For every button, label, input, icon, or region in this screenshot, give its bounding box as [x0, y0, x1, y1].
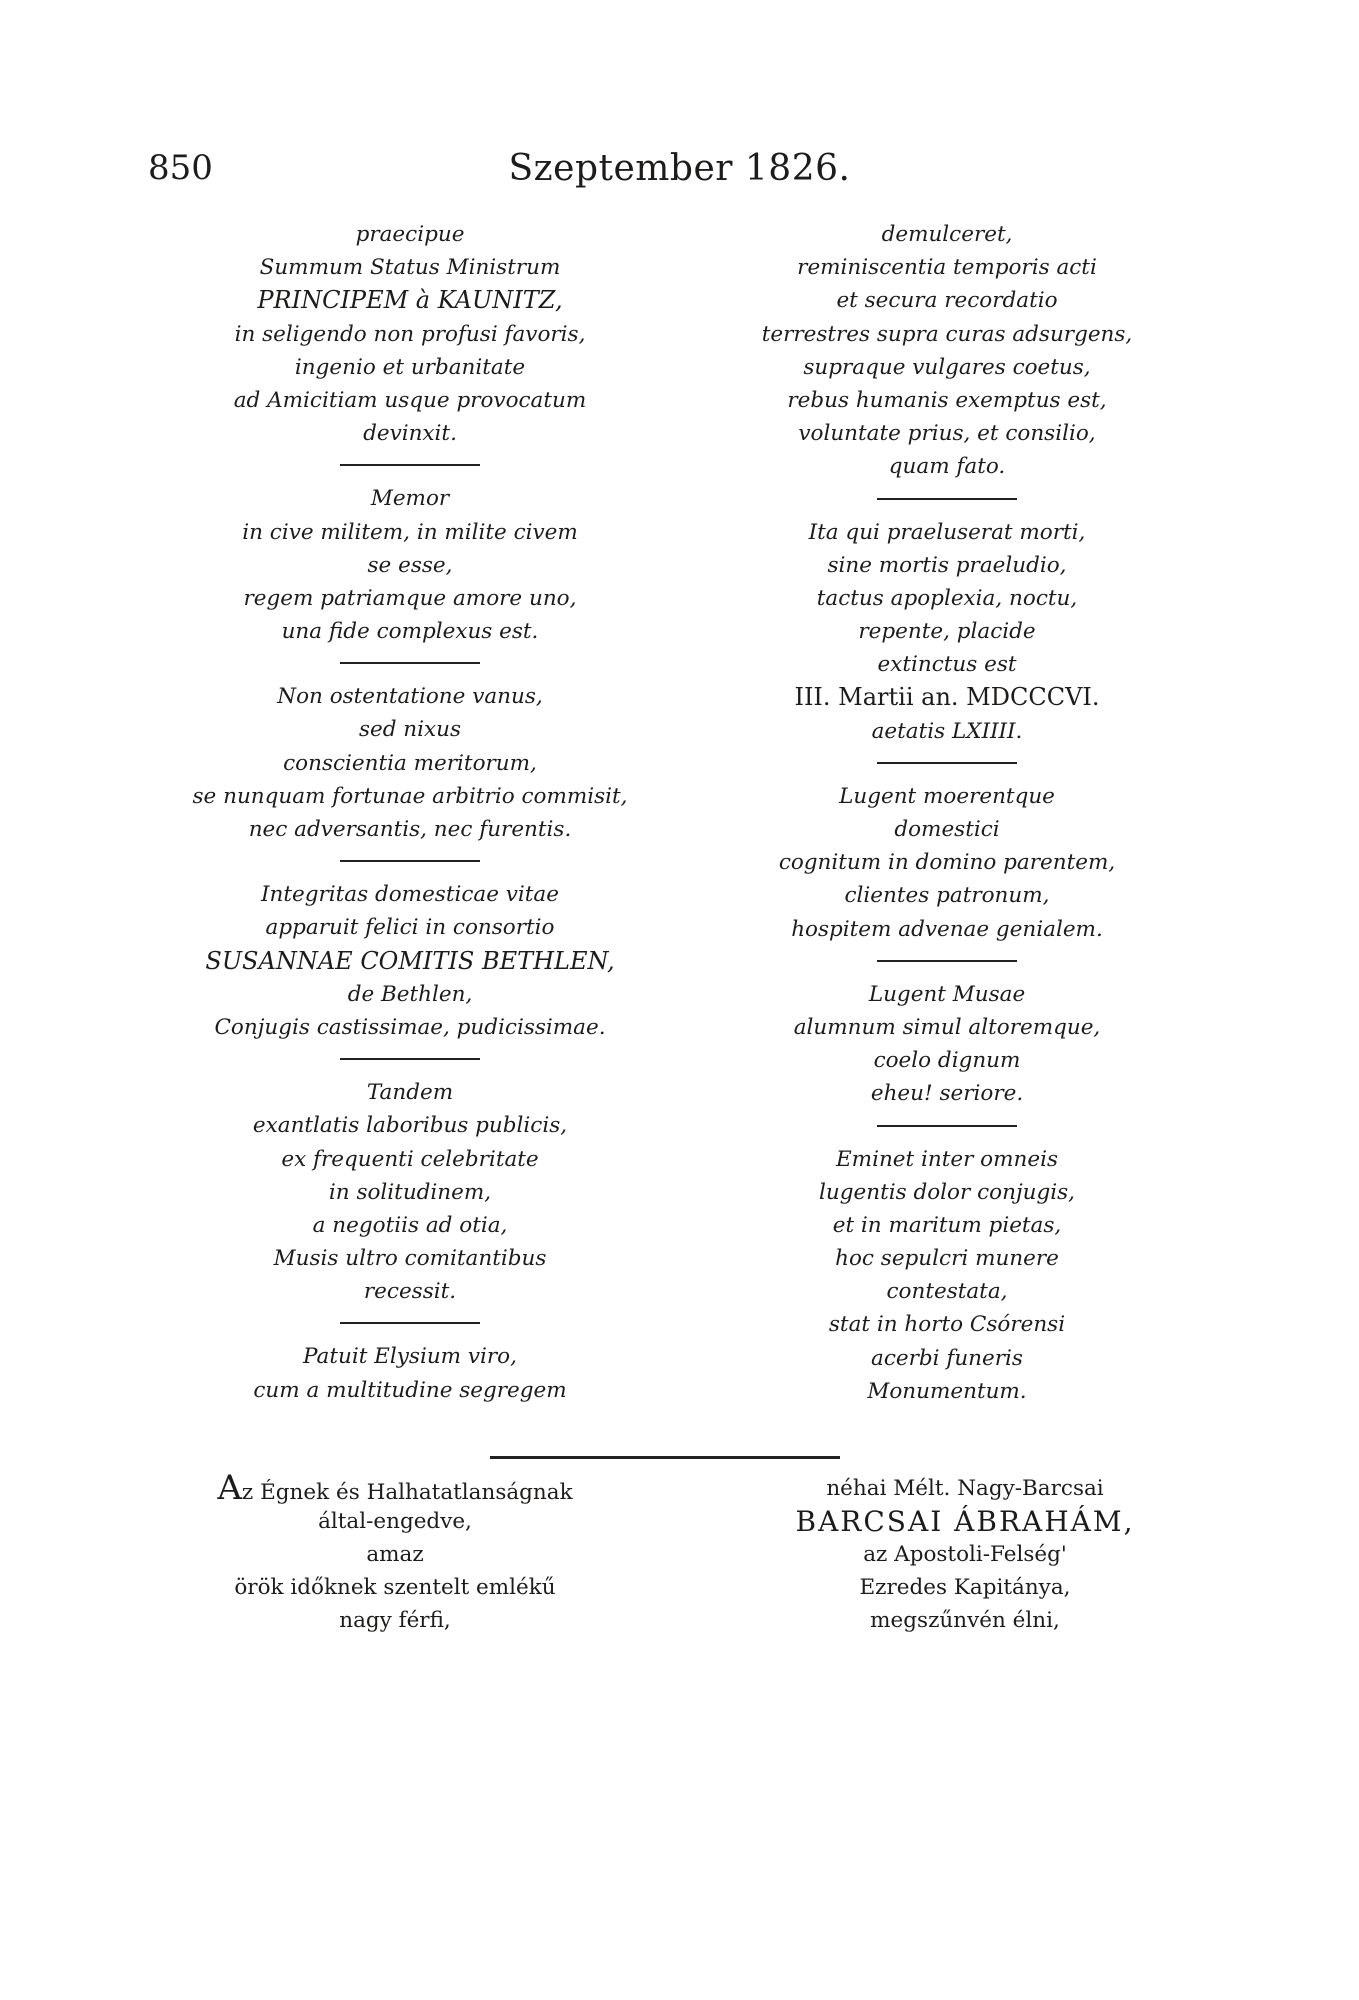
- text-line: Lugent moerentque: [839, 783, 1055, 809]
- text-line: reminiscentia temporis acti: [797, 255, 1097, 281]
- text-line: ex frequenti celebritate: [281, 1146, 539, 1172]
- text-line: se nunquam fortunae arbitrio commisit,: [192, 783, 628, 809]
- text-line: aetatis LXIIII.: [871, 718, 1023, 744]
- text-line: hospitem advenae genialem.: [791, 916, 1103, 942]
- section-divider: [340, 860, 480, 862]
- section-divider: [340, 1058, 480, 1060]
- text-line: repente, placide: [858, 619, 1036, 645]
- left-column: [175, 218, 645, 1407]
- text-line: regem patriamque amore uno,: [243, 585, 577, 611]
- text-line: amaz: [366, 1542, 424, 1567]
- text-line: sine mortis praeludio,: [827, 552, 1067, 578]
- text-line: cum a multitudine segregem: [253, 1377, 567, 1403]
- text-line: Conjugis castissimae, pudicissimae.: [214, 1014, 606, 1040]
- text-line: az Apostoli-Felség': [863, 1542, 1067, 1567]
- text-line: cognitum in domino parentem,: [778, 850, 1116, 876]
- section-divider: [877, 1125, 1017, 1127]
- section-divider: [877, 762, 1017, 764]
- text-line: BARCSAI ÁBRAHÁM,: [795, 1505, 1135, 1538]
- text-line: in seligendo non profusi favoris,: [234, 321, 586, 347]
- text-line: ad Amicitiam usque provocatum: [233, 387, 587, 413]
- text-line: supraque vulgares coetus,: [803, 354, 1091, 380]
- text-line: et in maritum pietas,: [832, 1212, 1062, 1238]
- text-line: nec adversantis, nec furentis.: [248, 817, 572, 842]
- text-line: SUSANNAE COMITIS BETHLEN,: [205, 946, 615, 975]
- text-line: Ezredes Kapitánya,: [859, 1575, 1071, 1600]
- section-divider: [340, 662, 480, 664]
- text-line: lugentis dolor conjugis,: [819, 1179, 1075, 1205]
- text-line: Ita qui praeluserat morti,: [808, 519, 1086, 545]
- bottom-left-text: [160, 1468, 630, 1637]
- text-line: contestata,: [886, 1279, 1008, 1305]
- text-line: örök időknek szentelt emlékű: [234, 1575, 556, 1600]
- text-line: III. Martii an. MDCCCVI.: [794, 683, 1100, 712]
- text-line: apparuit felici in consortio: [265, 915, 555, 941]
- drop-cap: A: [217, 1468, 242, 1508]
- text-line: Tandem: [366, 1080, 454, 1106]
- text-line: Summum Status Ministrum: [259, 255, 561, 281]
- section-divider: [340, 464, 480, 466]
- text-line: coelo dignum: [873, 1048, 1021, 1074]
- section-divider: [877, 960, 1017, 962]
- text-line: Memor: [370, 486, 450, 512]
- text-line: Patuit Elysium viro,: [303, 1344, 517, 1370]
- text-line: Integritas domesticae vitae: [261, 882, 559, 908]
- text-line: una fide complexus est.: [281, 619, 539, 645]
- bottom-right-text: [730, 1472, 1200, 1637]
- text-line: által-engedve,: [318, 1509, 472, 1534]
- text-line: Non ostentatione vanus,: [277, 684, 543, 710]
- text-line: extinctus est: [877, 652, 1017, 678]
- text-line: Monumentum.: [867, 1378, 1027, 1404]
- first-line-rest: z Égnek és Halhatatlanságnak: [241, 1480, 573, 1505]
- text-line: et secura recordatio: [836, 288, 1058, 314]
- text-line: [160, 1468, 630, 1508]
- text-line: praecipue: [355, 222, 465, 247]
- main-divider: [490, 1456, 840, 1459]
- running-head: Szeptember 1826.: [508, 148, 851, 189]
- text-line: clientes patronum,: [844, 883, 1050, 909]
- text-line: voluntate prius, et consilio,: [798, 421, 1096, 447]
- text-line: rebus humanis exemptus est,: [787, 387, 1107, 413]
- text-line: eheu! seriore.: [870, 1081, 1024, 1107]
- text-line: terrestres supra curas adsurgens,: [761, 321, 1133, 347]
- section-divider: [877, 498, 1017, 500]
- text-line: megszűnvén élni,: [870, 1608, 1060, 1633]
- text-line: se esse,: [367, 552, 453, 578]
- text-line: alumnum simul altoremque,: [793, 1014, 1101, 1040]
- text-line: conscientia meritorum,: [283, 750, 537, 776]
- text-line: néhai Mélt. Nagy-Barcsai: [826, 1476, 1104, 1501]
- page-number: 850: [148, 148, 213, 188]
- text-line: stat in horto Csórensi: [828, 1312, 1066, 1338]
- text-line: nagy férfi,: [339, 1608, 451, 1633]
- text-line: domestici: [894, 817, 1000, 842]
- text-line: Lugent Musae: [868, 981, 1026, 1007]
- text-line: ingenio et urbanitate: [294, 354, 526, 380]
- text-line: in solitudinem,: [328, 1179, 492, 1205]
- text-line: Musis ultro comitantibus: [273, 1246, 547, 1272]
- text-line: sed nixus: [358, 717, 462, 743]
- text-line: a negotiis ad otia,: [312, 1212, 508, 1238]
- page-header: [0, 148, 1359, 198]
- text-line: quam fato.: [888, 454, 1006, 480]
- section-divider: [340, 1322, 480, 1324]
- text-line: hoc sepulcri munere: [835, 1246, 1059, 1272]
- right-column: [712, 218, 1182, 1408]
- text-line: devinxit.: [363, 421, 457, 447]
- text-line: de Bethlen,: [347, 981, 473, 1007]
- text-line: PRINCIPEM à KAUNITZ,: [257, 286, 563, 315]
- text-line: recessit.: [363, 1279, 457, 1305]
- text-line: Eminet inter omneis: [835, 1146, 1058, 1172]
- text-line: tactus apoplexia, noctu,: [816, 585, 1078, 611]
- text-line: acerbi funeris: [871, 1345, 1023, 1371]
- text-line: demulceret,: [881, 222, 1013, 247]
- text-line: in cive militem, in milite civem: [242, 519, 578, 545]
- text-line: exantlatis laboribus publicis,: [252, 1113, 568, 1139]
